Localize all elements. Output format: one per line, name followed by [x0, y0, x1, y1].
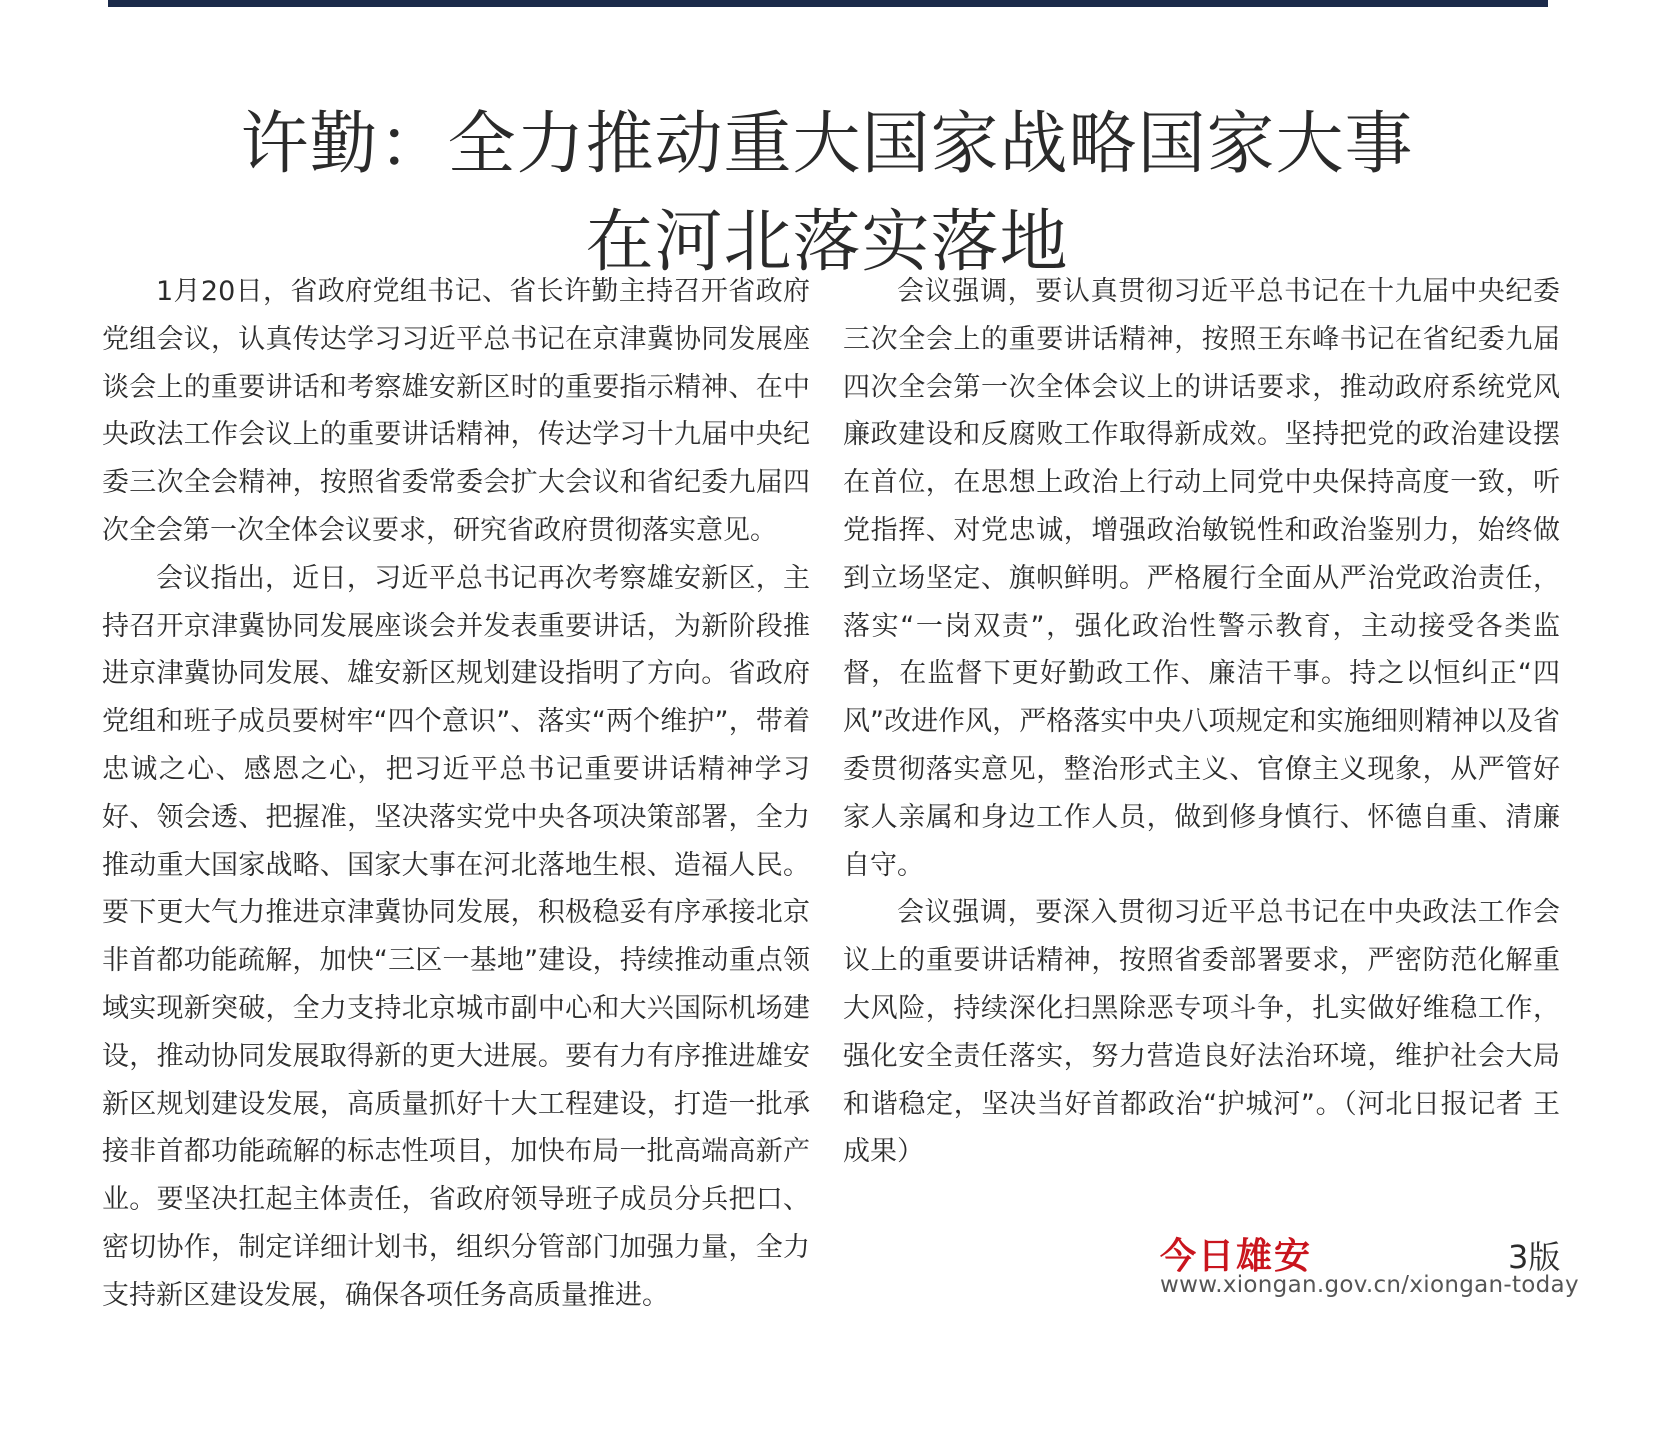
article-column-left — [102, 268, 810, 1320]
article-headline — [0, 96, 1654, 292]
paragraph: 会议强调，要深入贯彻习近平总书记在中央政法工作会议上的重要讲话精神，按照省委部署要求，严密防范化解重大风险，持续深化扫黑除恶专项斗争，扎实做好维稳工作，强化安全责任落实，努力营造良好法治环境，维护社会大局和谐稳定，坚决当好首都政治“护城河”。（河北日报记者 王成果） — [843, 897, 1560, 1168]
article-column-right — [843, 268, 1560, 1176]
paragraph: 会议强调，要认真贯彻习近平总书记在十九届中央纪委三次全会上的重要讲话精神，按照王东峰书记在省纪委九届四次全会第一次全体会议上的讲话要求，推动政府系统党风廉政建设和反腐败工作取得新成效。坚持把党的政治建设摆在首位，在思想上政治上行动上同党中央保持高度一致，听党指挥、对党忠诚，增强政治敏锐性和政治鉴别力，始终做到立场坚定、旗帜鲜明。严格履行全面从严治党政治责任，落实“一岗双责”，强化政治性警示教育，主动接受各类监督，在监督下更好勤政工作、廉洁干事。持之以恒纠正“四风”改进作风，严格落实中央八项规定和实施细则精神以及省委贯彻落实意见，整治形式主义、官僚主义现象，从严管好家人亲属和身边工作人员，做到修身慎行、怀德自重、清廉自守。 — [843, 276, 1560, 881]
paragraph: 1月20日，省政府党组书记、省长许勤主持召开省政府党组会议，认真传达学习习近平总书记在京津冀协同发展座谈会上的重要讲话和考察雄安新区时的重要指示精神、在中央政法工作会议上的重要讲话精神，传达学习十九届中央纪委三次全会精神，按照省委常委会扩大会议和省纪委九届四次全会第一次全体会议要求，研究省政府贯彻落实意见。 — [102, 276, 810, 546]
paragraph: 会议指出，近日，习近平总书记再次考察雄安新区，主持召开京津冀协同发展座谈会并发表重要讲话，为新阶段推进京津冀协同发展、雄安新区规划建设指明了方向。省政府党组和班子成员要树牢“四个意识”、落实“两个维护”，带着忠诚之心、感恩之心，把习近平总书记重要讲话精神学习好、领会透、把握准，坚决落实党中央各项决策部署，全力推动重大国家战略、国家大事在河北落地生根、造福人民。要下更大气力推进京津冀协同发展，积极稳妥有序承接北京非首都功能疏解，加快“三区一基地”建设，持续推动重点领域实现新突破，全力支持北京城市副中心和大兴国际机场建设，推动协同发展取得新的更大进展。要有力有序推进雄安新区规划建设发展，高质量抓好十大工程建设，打造一批承接非首都功能疏解的标志性项目，加快布局一批高端高新产业。要坚决扛起主体责任，省政府领导班子成员分兵把口、密切协作，制定详细计划书，组织分管部门加强力量，全力支持新区建设发展，确保各项任务高质量推进。 — [102, 562, 810, 1311]
top-rule — [108, 0, 1548, 7]
page-label: 3版 — [1508, 1238, 1561, 1276]
brand-logo: 今日雄安 — [1160, 1235, 1313, 1277]
headline-line-1: 许勤：全力推动重大国家战略国家大事 — [240, 104, 1414, 184]
source-url: www.xiongan.gov.cn/xiongan-today — [1160, 1272, 1579, 1298]
headline-line-2: 在河北落实落地 — [585, 202, 1069, 282]
